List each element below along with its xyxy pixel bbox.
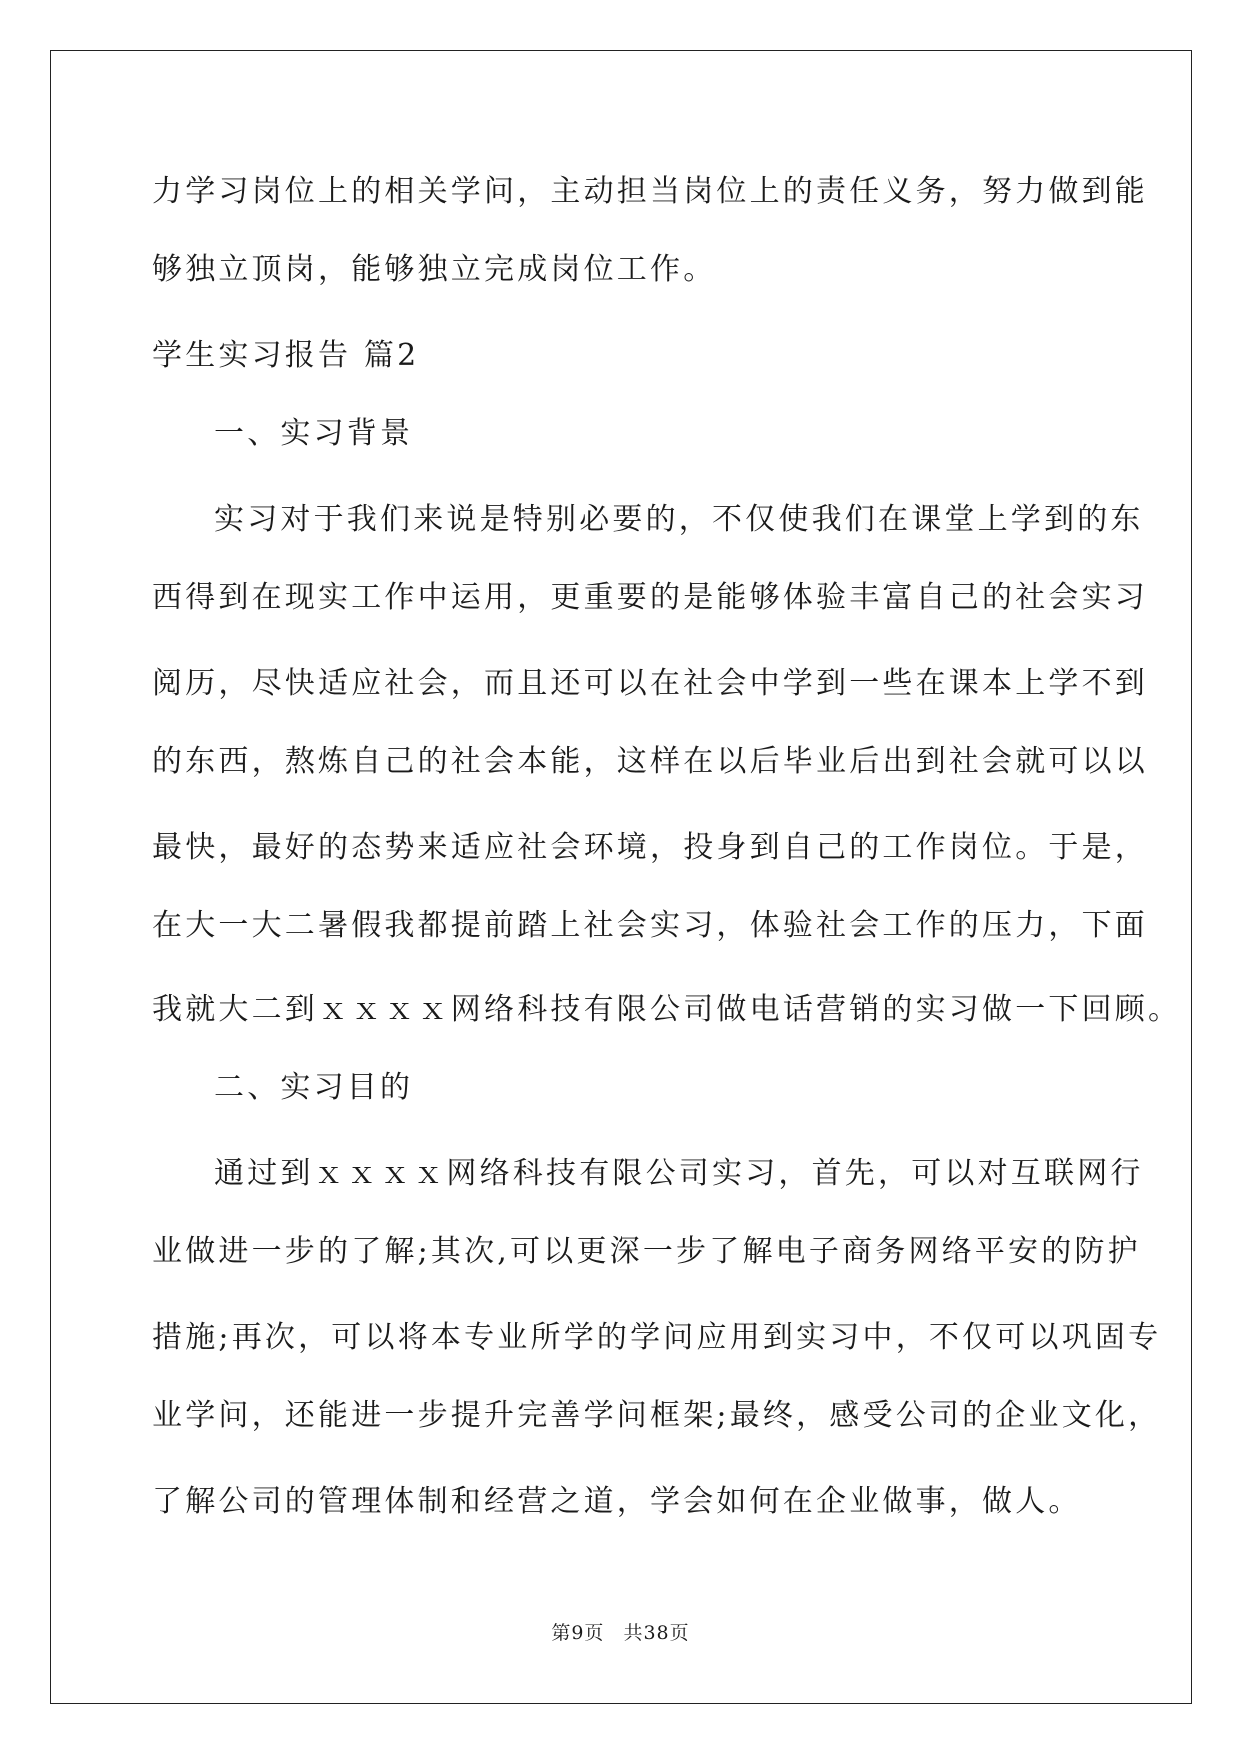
paragraph-line: 力学习岗位上的相关学问，主动担当岗位上的责任义务，努力做到能 <box>152 174 1148 209</box>
page-total: 共38页 <box>623 1622 690 1644</box>
paragraph-line: 措施;再次，可以将本专业所学的学问应用到实习中，不仅可以巩固专 <box>152 1320 1162 1355</box>
paragraph-line: 西得到在现实工作中运用，更重要的是能够体验丰富自己的社会实习 <box>152 580 1148 615</box>
paragraph-line: 业学问，还能进一步提升完善学问框架;最终，感受公司的企业文化， <box>152 1398 1162 1433</box>
paragraph-line: 最快，最好的态势来适应社会环境，投身到自己的工作岗位。于是， <box>152 830 1148 865</box>
paragraph-line: 了解公司的管理体制和经营之道，学会如何在企业做事，做人。 <box>152 1484 1082 1519</box>
paragraph-line: 够独立顶岗，能够独立完成岗位工作。 <box>152 252 717 287</box>
section-heading: 一、实习背景 <box>214 416 414 451</box>
paragraph-line: 实习对于我们来说是特别必要的，不仅使我们在课堂上学到的东 <box>214 502 1144 537</box>
page-border <box>50 50 1192 1704</box>
paragraph-line: 业做进一步的了解;其次,可以更深一步了解电子商务网络平安的防护 <box>152 1234 1141 1269</box>
paragraph-line: 通过到ｘｘｘｘ网络科技有限公司实习，首先，可以对互联网行 <box>214 1156 1144 1191</box>
page-footer <box>0 1618 1241 1645</box>
section-title: 学生实习报告 篇2 <box>152 338 420 373</box>
paragraph-line: 在大一大二暑假我都提前踏上社会实习，体验社会工作的压力，下面 <box>152 908 1148 943</box>
section-heading: 二、实习目的 <box>214 1070 414 1105</box>
paragraph-line: 我就大二到ｘｘｘｘ网络科技有限公司做电话营销的实习做一下回顾。 <box>152 992 1182 1027</box>
paragraph-line: 阅历，尽快适应社会，而且还可以在社会中学到一些在课本上学不到 <box>152 666 1148 701</box>
paragraph-line: 的东西，熬炼自己的社会本能，这样在以后毕业后出到社会就可以以 <box>152 744 1148 779</box>
page-number: 第9页 <box>551 1622 605 1644</box>
